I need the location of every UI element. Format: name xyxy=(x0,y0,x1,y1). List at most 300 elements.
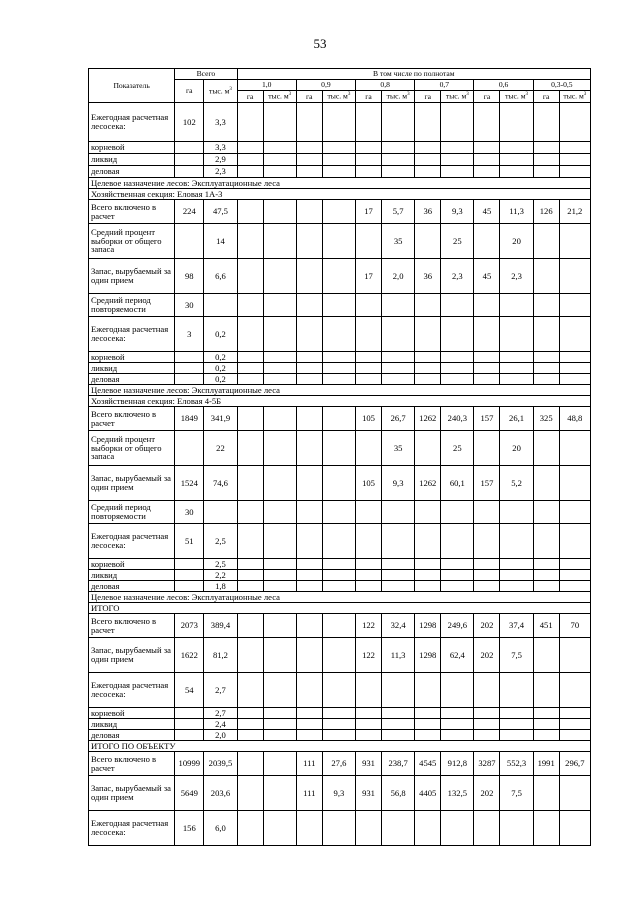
table-cell xyxy=(175,363,204,374)
table-cell xyxy=(237,294,263,317)
table-cell xyxy=(263,407,296,431)
table-row xyxy=(89,719,591,730)
table-cell xyxy=(533,352,559,363)
table-cell xyxy=(441,374,474,385)
table-cell: 9,3 xyxy=(322,776,355,811)
table-cell xyxy=(296,466,322,501)
table-cell xyxy=(322,294,355,317)
table-cell: 2,4 xyxy=(204,719,237,730)
table-cell xyxy=(296,638,322,673)
table-cell xyxy=(175,559,204,570)
table-cell xyxy=(474,363,500,374)
row-label: Ежегодная расчетная лесосека: xyxy=(89,317,175,352)
table-cell xyxy=(500,374,533,385)
table-cell: 240,3 xyxy=(441,407,474,431)
table-cell xyxy=(237,811,263,846)
table-cell xyxy=(175,154,204,166)
section-title: ИТОГО xyxy=(89,603,591,614)
table-cell: 36 xyxy=(415,259,441,294)
table-cell xyxy=(382,730,415,741)
header-total-volume: тыс. $м^3$ xyxy=(204,80,237,103)
table-row xyxy=(89,559,591,570)
table-cell xyxy=(533,719,559,730)
table-cell: 25 xyxy=(441,431,474,466)
table-cell xyxy=(500,570,533,581)
table-cell: 132,5 xyxy=(441,776,474,811)
table-cell xyxy=(175,352,204,363)
table-cell xyxy=(322,524,355,559)
table-cell xyxy=(559,501,590,524)
table-cell xyxy=(559,559,590,570)
table-cell xyxy=(533,559,559,570)
table-row xyxy=(89,524,591,559)
table-cell: 552,3 xyxy=(500,752,533,776)
table-cell xyxy=(500,581,533,592)
table-cell xyxy=(559,708,590,719)
table-cell xyxy=(382,142,415,154)
table-cell: 931 xyxy=(356,776,382,811)
table-cell xyxy=(415,581,441,592)
table-cell xyxy=(175,224,204,259)
table-cell xyxy=(559,730,590,741)
table-cell xyxy=(296,559,322,570)
table-cell xyxy=(322,103,355,142)
table-cell xyxy=(296,614,322,638)
table-cell: 1,8 xyxy=(204,581,237,592)
table-cell: 4405 xyxy=(415,776,441,811)
table-cell xyxy=(296,259,322,294)
table-cell xyxy=(175,374,204,385)
table-cell xyxy=(237,352,263,363)
unit-volume: тыс. $м^3$ xyxy=(382,91,415,103)
table-cell xyxy=(559,166,590,178)
row-label: ликвид xyxy=(89,363,175,374)
table-cell xyxy=(559,259,590,294)
table-cell: 3 xyxy=(175,317,204,352)
table-cell xyxy=(263,501,296,524)
table-cell xyxy=(533,431,559,466)
table-cell: 105 xyxy=(356,407,382,431)
section-title: Целевое назначение лесов: Эксплуатационные леса xyxy=(89,385,591,396)
table-cell xyxy=(474,570,500,581)
unit-ha: га xyxy=(533,91,559,103)
table-cell xyxy=(322,811,355,846)
table-cell xyxy=(441,363,474,374)
table-cell xyxy=(322,719,355,730)
table-cell xyxy=(296,673,322,708)
table-cell: 11,3 xyxy=(500,200,533,224)
table-cell xyxy=(237,317,263,352)
table-cell: 27,6 xyxy=(322,752,355,776)
table-cell: 2,7 xyxy=(204,673,237,708)
table-cell xyxy=(500,673,533,708)
table-cell xyxy=(415,730,441,741)
table-cell xyxy=(356,166,382,178)
table-cell xyxy=(415,673,441,708)
table-cell: 14 xyxy=(204,224,237,259)
table-cell: 2,3 xyxy=(500,259,533,294)
table-cell: 2,7 xyxy=(204,708,237,719)
table-cell: 1298 xyxy=(415,638,441,673)
density-0-6: 0,6 xyxy=(474,80,533,91)
table-cell: 62,4 xyxy=(441,638,474,673)
table-cell xyxy=(263,166,296,178)
table-cell xyxy=(356,559,382,570)
table-cell: 122 xyxy=(356,614,382,638)
table-cell xyxy=(296,708,322,719)
table-cell xyxy=(263,719,296,730)
table-cell: 102 xyxy=(175,103,204,142)
table-cell xyxy=(474,294,500,317)
table-body xyxy=(89,103,591,846)
table-cell xyxy=(474,374,500,385)
table-cell: 48,8 xyxy=(559,407,590,431)
table-cell xyxy=(500,363,533,374)
page-number: 53 xyxy=(313,36,327,51)
row-label: корневой xyxy=(89,559,175,570)
table-cell xyxy=(237,776,263,811)
table-cell xyxy=(356,142,382,154)
table-cell xyxy=(263,142,296,154)
table-cell xyxy=(204,294,237,317)
row-label: ликвид xyxy=(89,719,175,730)
row-label: Ежегодная расчетная лесосека: xyxy=(89,103,175,142)
table-cell xyxy=(559,811,590,846)
table-cell xyxy=(559,431,590,466)
table-cell xyxy=(263,466,296,501)
table-cell xyxy=(533,103,559,142)
table-cell xyxy=(382,708,415,719)
table-cell: 296,7 xyxy=(559,752,590,776)
table-cell xyxy=(263,614,296,638)
table-cell xyxy=(533,224,559,259)
table-cell xyxy=(263,363,296,374)
table-cell: 7,5 xyxy=(500,638,533,673)
section-row xyxy=(89,592,591,603)
table-cell xyxy=(356,294,382,317)
row-label: деловая xyxy=(89,166,175,178)
table-cell: 1849 xyxy=(175,407,204,431)
row-label: Запас, вырубаемый за один прием xyxy=(89,466,175,501)
table-cell xyxy=(322,581,355,592)
table-cell xyxy=(559,524,590,559)
table-cell xyxy=(474,811,500,846)
table-cell xyxy=(474,317,500,352)
row-label: деловая xyxy=(89,581,175,592)
table-cell xyxy=(263,352,296,363)
row-label: Запас, вырубаемый за один прием xyxy=(89,776,175,811)
table-cell xyxy=(559,224,590,259)
table-cell xyxy=(441,811,474,846)
section-row xyxy=(89,603,591,614)
table-cell xyxy=(533,501,559,524)
table-cell: 1524 xyxy=(175,466,204,501)
table-cell: 37,4 xyxy=(500,614,533,638)
table-cell xyxy=(322,673,355,708)
table-cell: 98 xyxy=(175,259,204,294)
table-cell xyxy=(356,811,382,846)
section-title: Хозяйственная секция: Еловая 4-5Б xyxy=(89,396,591,407)
table-cell xyxy=(356,374,382,385)
table-cell xyxy=(500,730,533,741)
row-label: корневой xyxy=(89,708,175,719)
table-cell xyxy=(500,142,533,154)
table-cell xyxy=(296,524,322,559)
table-cell xyxy=(263,752,296,776)
table-cell xyxy=(296,352,322,363)
table-row xyxy=(89,352,591,363)
table-cell xyxy=(533,524,559,559)
table-cell xyxy=(263,431,296,466)
table-cell: 2,2 xyxy=(204,570,237,581)
table-cell xyxy=(500,352,533,363)
header-by-density: В том числе по полнотам xyxy=(237,69,590,80)
table-cell xyxy=(263,581,296,592)
table-cell: 26,1 xyxy=(500,407,533,431)
table-cell xyxy=(533,673,559,708)
table-cell xyxy=(263,294,296,317)
table-cell: 0,2 xyxy=(204,363,237,374)
table-cell xyxy=(296,200,322,224)
table-cell xyxy=(382,719,415,730)
table-cell: 389,4 xyxy=(204,614,237,638)
table-cell: 26,7 xyxy=(382,407,415,431)
table-cell xyxy=(382,673,415,708)
table-cell xyxy=(500,317,533,352)
table-cell xyxy=(322,614,355,638)
table-cell xyxy=(322,166,355,178)
table-cell xyxy=(533,776,559,811)
table-cell xyxy=(322,363,355,374)
table-cell: 224 xyxy=(175,200,204,224)
table-cell xyxy=(533,811,559,846)
table-cell xyxy=(237,708,263,719)
table-cell: 11,3 xyxy=(382,638,415,673)
table-cell: 47,5 xyxy=(204,200,237,224)
density-1-0: 1,0 xyxy=(237,80,296,91)
table-cell xyxy=(237,374,263,385)
table-cell xyxy=(533,363,559,374)
table-cell xyxy=(175,142,204,154)
table-cell xyxy=(322,570,355,581)
table-row xyxy=(89,501,591,524)
table-cell: 51 xyxy=(175,524,204,559)
table-cell: 2,5 xyxy=(204,524,237,559)
table-cell xyxy=(533,166,559,178)
table-row xyxy=(89,407,591,431)
table-cell: 1262 xyxy=(415,407,441,431)
table-cell xyxy=(356,570,382,581)
table-cell xyxy=(474,581,500,592)
table-cell xyxy=(474,559,500,570)
row-label: Всего включено в расчет xyxy=(89,200,175,224)
table-cell: 60,1 xyxy=(441,466,474,501)
row-label: ликвид xyxy=(89,570,175,581)
table-cell: 105 xyxy=(356,466,382,501)
table-cell xyxy=(559,294,590,317)
row-label: деловая xyxy=(89,730,175,741)
table-cell xyxy=(237,154,263,166)
row-label: Средний период повторяемости xyxy=(89,501,175,524)
table-cell: 7,5 xyxy=(500,776,533,811)
table-cell xyxy=(263,200,296,224)
table-cell: 56,8 xyxy=(382,776,415,811)
table-cell: 3,3 xyxy=(204,103,237,142)
table-cell: 17 xyxy=(356,200,382,224)
table-cell xyxy=(237,224,263,259)
table-cell xyxy=(356,730,382,741)
table-cell xyxy=(175,708,204,719)
table-cell xyxy=(382,166,415,178)
table-cell xyxy=(500,524,533,559)
table-cell xyxy=(559,638,590,673)
row-label: корневой xyxy=(89,352,175,363)
table-cell xyxy=(533,154,559,166)
table-cell xyxy=(263,730,296,741)
table-cell xyxy=(237,259,263,294)
table-cell: 45 xyxy=(474,200,500,224)
table-row xyxy=(89,317,591,352)
table-cell xyxy=(322,466,355,501)
table-cell xyxy=(296,407,322,431)
table-cell: 5649 xyxy=(175,776,204,811)
table-cell xyxy=(263,524,296,559)
table-cell xyxy=(263,259,296,294)
table-cell xyxy=(296,363,322,374)
table-cell xyxy=(296,811,322,846)
table-cell xyxy=(296,730,322,741)
table-cell xyxy=(415,352,441,363)
table-cell: 2,9 xyxy=(204,154,237,166)
table-row xyxy=(89,224,591,259)
table-row xyxy=(89,708,591,719)
table-cell xyxy=(382,374,415,385)
table-row xyxy=(89,103,591,142)
table-cell xyxy=(237,200,263,224)
table-cell xyxy=(441,294,474,317)
table-row xyxy=(89,776,591,811)
table-cell: 74,6 xyxy=(204,466,237,501)
table-cell: 0,2 xyxy=(204,374,237,385)
table-cell xyxy=(382,811,415,846)
table-cell xyxy=(441,673,474,708)
table-cell xyxy=(441,103,474,142)
table-cell xyxy=(415,317,441,352)
table-cell: 2039,5 xyxy=(204,752,237,776)
table-cell xyxy=(382,524,415,559)
table-cell xyxy=(441,317,474,352)
table-cell: 1622 xyxy=(175,638,204,673)
table-cell: 451 xyxy=(533,614,559,638)
table-cell xyxy=(322,559,355,570)
table-cell xyxy=(500,719,533,730)
table-cell xyxy=(356,431,382,466)
table-cell: 10999 xyxy=(175,752,204,776)
table-cell xyxy=(474,708,500,719)
table-cell xyxy=(237,570,263,581)
table-cell xyxy=(263,374,296,385)
table-cell: 931 xyxy=(356,752,382,776)
unit-ha: га xyxy=(296,91,322,103)
table-cell xyxy=(296,142,322,154)
table-cell: 9,3 xyxy=(441,200,474,224)
table-cell xyxy=(263,103,296,142)
table-cell xyxy=(415,363,441,374)
table-cell: 6,6 xyxy=(204,259,237,294)
density-0-3-0-5: 0,3-0,5 xyxy=(533,80,590,91)
unit-volume: тыс. $м^3$ xyxy=(559,91,590,103)
table-cell xyxy=(356,103,382,142)
table-cell xyxy=(356,719,382,730)
table-cell xyxy=(533,581,559,592)
table-cell xyxy=(263,673,296,708)
table-cell: 2,3 xyxy=(204,166,237,178)
table-cell: 20 xyxy=(500,224,533,259)
table-row xyxy=(89,431,591,466)
unit-ha: га xyxy=(356,91,382,103)
table-cell: 6,0 xyxy=(204,811,237,846)
table-cell xyxy=(415,570,441,581)
table-cell xyxy=(415,224,441,259)
table-cell: 3,3 xyxy=(204,142,237,154)
table-cell xyxy=(322,374,355,385)
table-cell xyxy=(322,501,355,524)
section-row xyxy=(89,178,591,189)
table-cell: 5,2 xyxy=(500,466,533,501)
section-row xyxy=(89,385,591,396)
row-label: Запас, вырубаемый за один прием xyxy=(89,259,175,294)
table-cell xyxy=(237,581,263,592)
table-cell: 70 xyxy=(559,614,590,638)
table-cell: 2,5 xyxy=(204,559,237,570)
table-cell: 17 xyxy=(356,259,382,294)
table-cell xyxy=(474,142,500,154)
table-cell xyxy=(382,103,415,142)
table-cell xyxy=(415,708,441,719)
table-cell xyxy=(441,559,474,570)
table-cell: 35 xyxy=(382,431,415,466)
table-cell: 30 xyxy=(175,294,204,317)
table-cell xyxy=(263,224,296,259)
section-title: Целевое назначение лесов: Эксплуатационные леса xyxy=(89,178,591,189)
table-cell: 249,6 xyxy=(441,614,474,638)
table-cell xyxy=(559,142,590,154)
table-cell: 157 xyxy=(474,407,500,431)
table-cell xyxy=(296,719,322,730)
table-cell: 122 xyxy=(356,638,382,673)
table-cell xyxy=(204,501,237,524)
table-cell xyxy=(382,154,415,166)
table-cell xyxy=(296,374,322,385)
table-cell xyxy=(263,570,296,581)
table-cell xyxy=(533,466,559,501)
table-cell: 22 xyxy=(204,431,237,466)
table-cell xyxy=(441,730,474,741)
table-cell xyxy=(322,352,355,363)
table-cell xyxy=(533,142,559,154)
table-cell xyxy=(533,317,559,352)
table-cell xyxy=(559,317,590,352)
table-cell xyxy=(237,431,263,466)
table-cell xyxy=(237,363,263,374)
table-row xyxy=(89,154,591,166)
table-cell xyxy=(175,166,204,178)
row-label: корневой xyxy=(89,142,175,154)
table-cell xyxy=(441,719,474,730)
table-cell: 157 xyxy=(474,466,500,501)
table-cell xyxy=(175,570,204,581)
table-row xyxy=(89,730,591,741)
